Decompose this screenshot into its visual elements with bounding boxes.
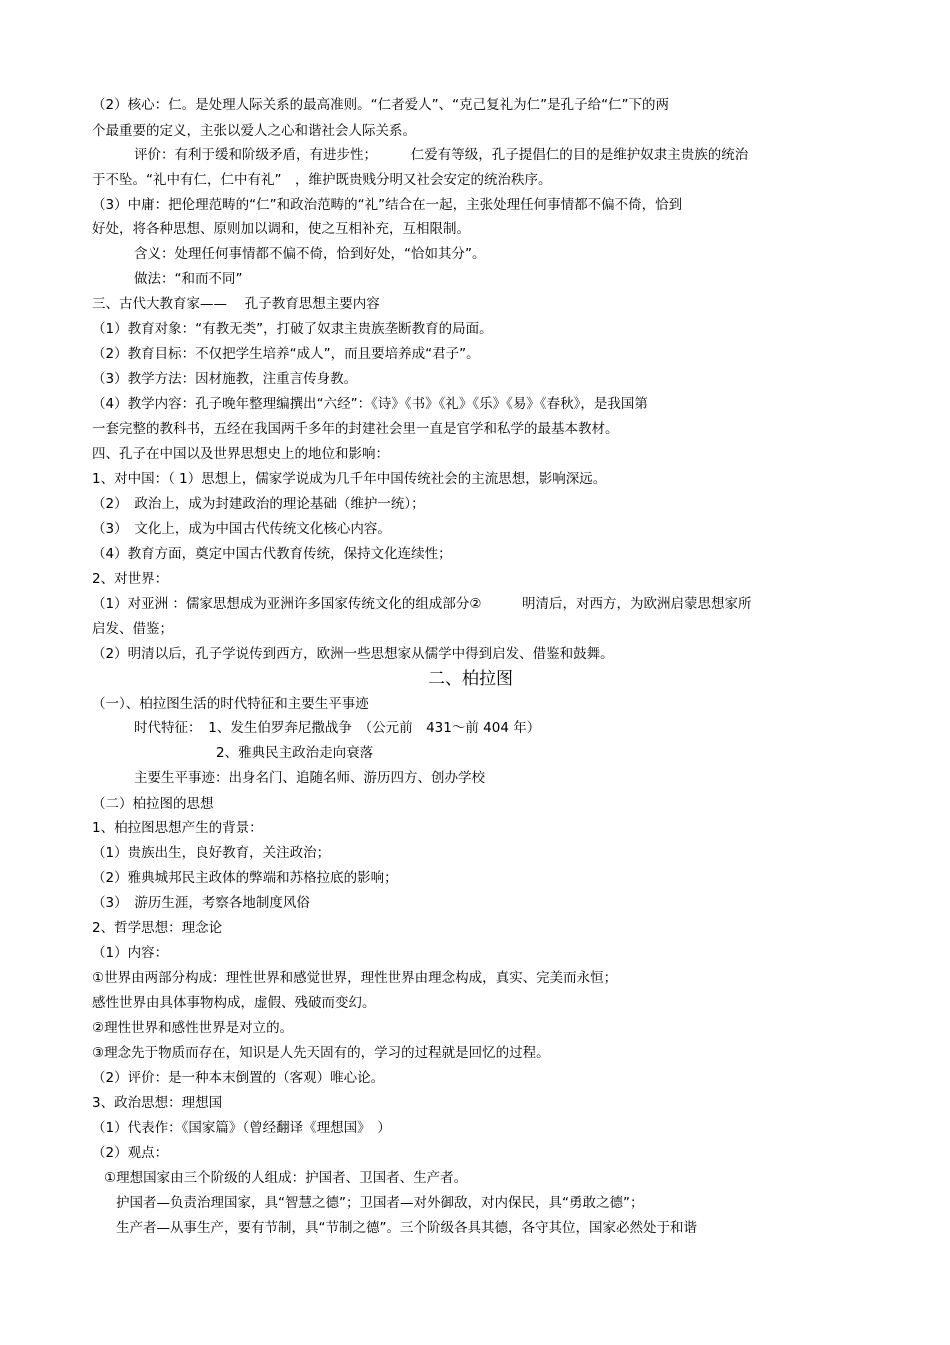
text-line: 1、对中国：（ 1）思想上，儒家学说成为几千年中国传统社会的主流思想，影响深远。 (92, 471, 607, 487)
text-line: （2）评价：是一种本末倒置的（客观）唯心论。 (92, 1070, 385, 1086)
text-line: ①理想国家由三个阶级的人组成：护国者、卫国者、生产者。 (104, 1170, 468, 1186)
section-heading: 四、孔子在中国以及世界思想史上的地位和影响： (92, 446, 389, 462)
text-line: （1）贵族出生，良好教育，关注政治； (92, 845, 331, 861)
text-line: （1）内容： (92, 945, 169, 961)
text-line: 生产者—从事生产，要有节制，具“节制之德”。三个阶级各具其德，各守其位，国家必然处于和谐 (116, 1220, 697, 1236)
text-line: （1）教育对象：“有教无类”，打破了奴隶主贵族垄断教育的局面。 (92, 321, 493, 337)
chapter-title: 二、柏拉图 (428, 669, 513, 689)
text-line: （4）教学内容：孔子晚年整理编撰出“六经”：《诗》《书》《礼》《乐》《易》《春秋》，是我国第 (92, 396, 648, 412)
text-line: 护国者—负责治理国家，具“智慧之德”；卫国者—对外御敌，对内保民，具“勇敢之德”； (116, 1195, 644, 1211)
section-heading: 三、古代大教育家—— 孔子教育思想主要内容 (92, 296, 380, 312)
text-line: 主要生平事迹：出身名门、追随名师、游历四方、创办学校 (134, 770, 485, 786)
text-line: 2、哲学思想：理念论 (92, 920, 223, 936)
text-line: ①世界由两部分构成：理性世界和感觉世界，理性世界由理念构成，真实、完美而永恒； (92, 970, 618, 986)
text-line: ②理性世界和感性世界是对立的。 (92, 1020, 294, 1036)
text-line: （2） 政治上，成为封建政治的理论基础（维护一统）； (92, 496, 425, 512)
text-line: （3） 文化上，成为中国古代传统文化核心内容。 (92, 521, 391, 537)
text-line: 感性世界由具体事物构成，虚假、残破而变幻。 (92, 995, 376, 1011)
text-line: （3）教学方法：因材施教，注重言传身教。 (92, 371, 358, 387)
text-line: 3、政治思想：理想国 (92, 1095, 223, 1111)
text-line: （3） 游历生涯，考察各地制度风俗 (92, 895, 310, 911)
text-line: （2）明清以后，孔子学说传到西方，欧洲一些思想家从儒学中得到启发、借鉴和鼓舞。 (92, 646, 614, 662)
text-line: 2、对世界： (92, 571, 169, 587)
text-line: 一套完整的教科书，五经在我国两千多年的封建社会里一直是官学和私学的最基本教材。 (92, 421, 619, 437)
text-line: 好处，将各种思想、原则加以调和，使之互相补充，互相限制。 (92, 221, 470, 237)
text-line: 评价：有利于缓和阶级矛盾，有进步性； 仁爱有等级，孔子提倡仁的目的是维护奴隶主贵族的统治 (134, 147, 749, 163)
text-line: （2）观点： (92, 1145, 169, 1161)
text-line: 启发、借鉴； (92, 621, 173, 637)
text-line: （1）对亚洲 ：儒家思想成为亚洲许多国家传统文化的组成部分② 明清后，对西方，为欧洲启蒙思想家所 (92, 596, 752, 612)
text-line: （2）教育目标：不仅把学生培养“成人”，而且要培养成“君子”。 (92, 346, 480, 362)
text-line: （3）中庸：把伦理范畴的“仁”和政治范畴的“礼”结合在一起，主张处理任何事情都不偏不倚，恰到 (92, 197, 683, 213)
text-line: （2）雅典城邦民主政体的弊端和苏格拉底的影响； (92, 870, 398, 886)
section-heading: （一）、柏拉图生活的时代特征和主要生平事迹 (92, 696, 369, 712)
text-line: （1）代表作：《国家篇》（曾经翻译《理想国》 ） (92, 1120, 391, 1136)
text-line: 2、雅典民主政治走向衰落 (216, 745, 374, 761)
text-line: 1、柏拉图思想产生的背景： (92, 820, 263, 836)
text-line: （2）核心：仁。是处理人际关系的最高准则。“仁者爱人”、“克己复礼为仁”是孔子给“仁”下的两 (92, 97, 670, 113)
text-line: 含义：处理任何事情都不偏不倚，恰到好处，“恰如其分”。 (134, 246, 486, 262)
text-line: 做法：“和而不同” (134, 271, 243, 287)
text-line: 时代特征： 1、发生伯罗奔尼撒战争 （公元前 431～前 404 年） (134, 720, 541, 736)
section-heading: （二）柏拉图的思想 (92, 796, 214, 812)
text-line: （4）教育方面，奠定中国古代教育传统，保持文化连续性； (92, 546, 452, 562)
text-line: 于不坠。“礼中有仁，仁中有礼” ，维护既贵贱分明又社会安定的统治秩序。 (92, 172, 552, 188)
text-line: 个最重要的定义，主张以爱人之心和谐社会人际关系。 (92, 123, 416, 139)
text-line: ③理念先于物质而存在，知识是人先天固有的，学习的过程就是回忆的过程。 (92, 1045, 550, 1061)
